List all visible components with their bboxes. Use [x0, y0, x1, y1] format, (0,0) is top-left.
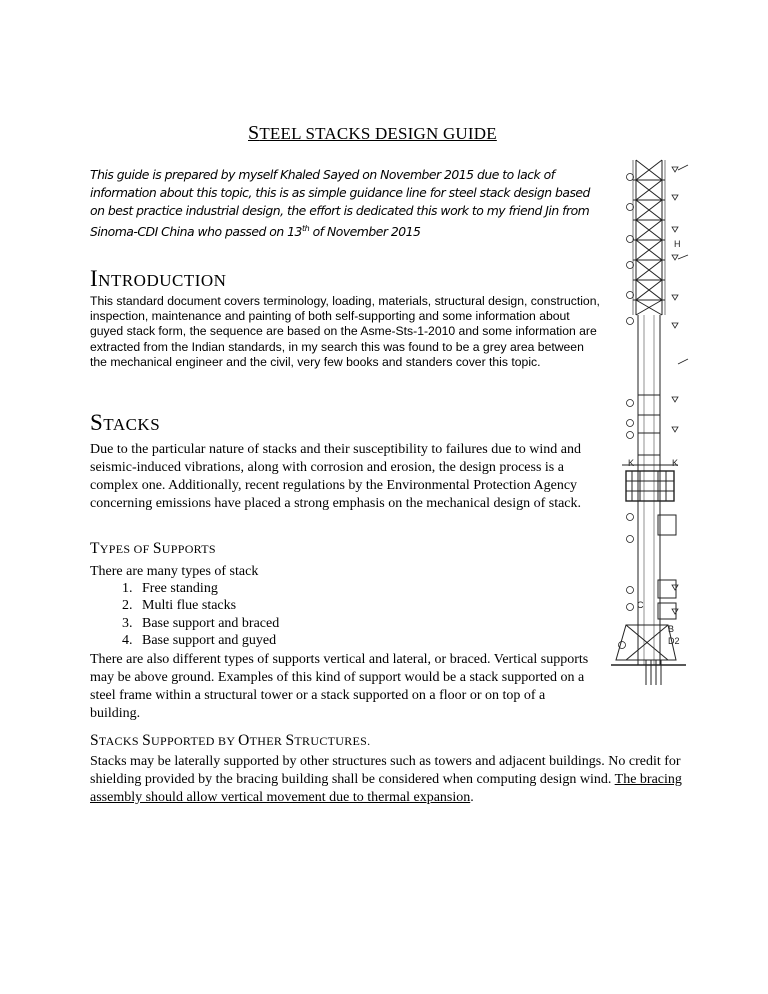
steel-stack-elevation-drawing — [596, 155, 698, 690]
platform — [622, 465, 678, 619]
list-item: 4. Base support and guyed — [136, 632, 436, 649]
supports-paragraph: There are also different types of supports vertical and lateral, or braced. Vertical supports may be above ground. Examples of this kind of support would be a stack supported on a steel frame within a structural tower or a stack supported on a floor or on top of a building. — [90, 652, 589, 721]
label-k-left: K — [628, 458, 635, 468]
list-item: 3. Base support and braced — [136, 615, 436, 632]
types-of-supports-heading: TYPES OF SUPPORTS — [90, 540, 216, 557]
label-h: H — [674, 239, 681, 249]
stacks-paragraph: Due to the particular nature of stacks and their susceptibility to failures due to wind and seismic-induced vibrations, along with corrosion and erosion, the design process is a complex one. Additionally, recent regulations by the Environmental Protection Agency concerning emissions have placed a strong emphasis on the mechanical design of stack. — [90, 442, 582, 511]
types-lead-text: There are many types of stack — [90, 564, 259, 579]
stack-shell — [638, 315, 660, 665]
supported-by-other-structures-heading: STACKS SUPPORTED BY OTHER STRUCTURES. — [90, 732, 371, 749]
introduction-paragraph: This standard document covers terminology, loading, materials, structural design, construction, inspection, maintenance and painting of both self-supporting and some information about guyed stack form, the sequence are based on the Asme-Sts-1-2010 and some information are extracted from the Indian standards, in my search this was found to be a grey area between the mechanical engineer and the civil, very few books and standers cover this topic. — [90, 294, 600, 369]
label-b: B — [668, 624, 675, 634]
reference-markers — [619, 165, 689, 649]
stacks-heading: STACKS — [90, 410, 161, 435]
thermal-expansion-underlined-text: The bracing assembly should allow vertical movement due to thermal expansion — [90, 772, 682, 805]
lattice-tower — [633, 160, 665, 315]
preface-paragraph: This guide is prepared by myself Khaled Sayed on November 2015 due to lack of information about this topic, this is as simple guidance line for steel stack design based on best practice industrial design, the effort is dedicated this work to my friend Jin from Sinoma-CDI China who passed on 13th of November 2015 — [90, 167, 590, 240]
document-title: STEEL STACKS DESIGN GUIDE — [248, 122, 497, 144]
label-c: C — [637, 600, 644, 610]
label-k-right: K — [672, 458, 679, 468]
label-d2: D2 — [668, 636, 680, 646]
list-item: 1. Free standing — [136, 580, 436, 597]
stack-types-list — [90, 580, 436, 649]
list-item: 2. Multi flue stacks — [136, 597, 436, 614]
introduction-heading: INTRODUCTION — [90, 266, 227, 291]
base-support — [611, 625, 686, 685]
supported-by-other-paragraph: Stacks may be laterally supported by other structures such as towers and adjacent buildings. No credit for shielding provided by the bracing building shall be considered when computing design wind. The bracing assembly should allow vertical movement due to thermal expansion. — [90, 754, 682, 805]
